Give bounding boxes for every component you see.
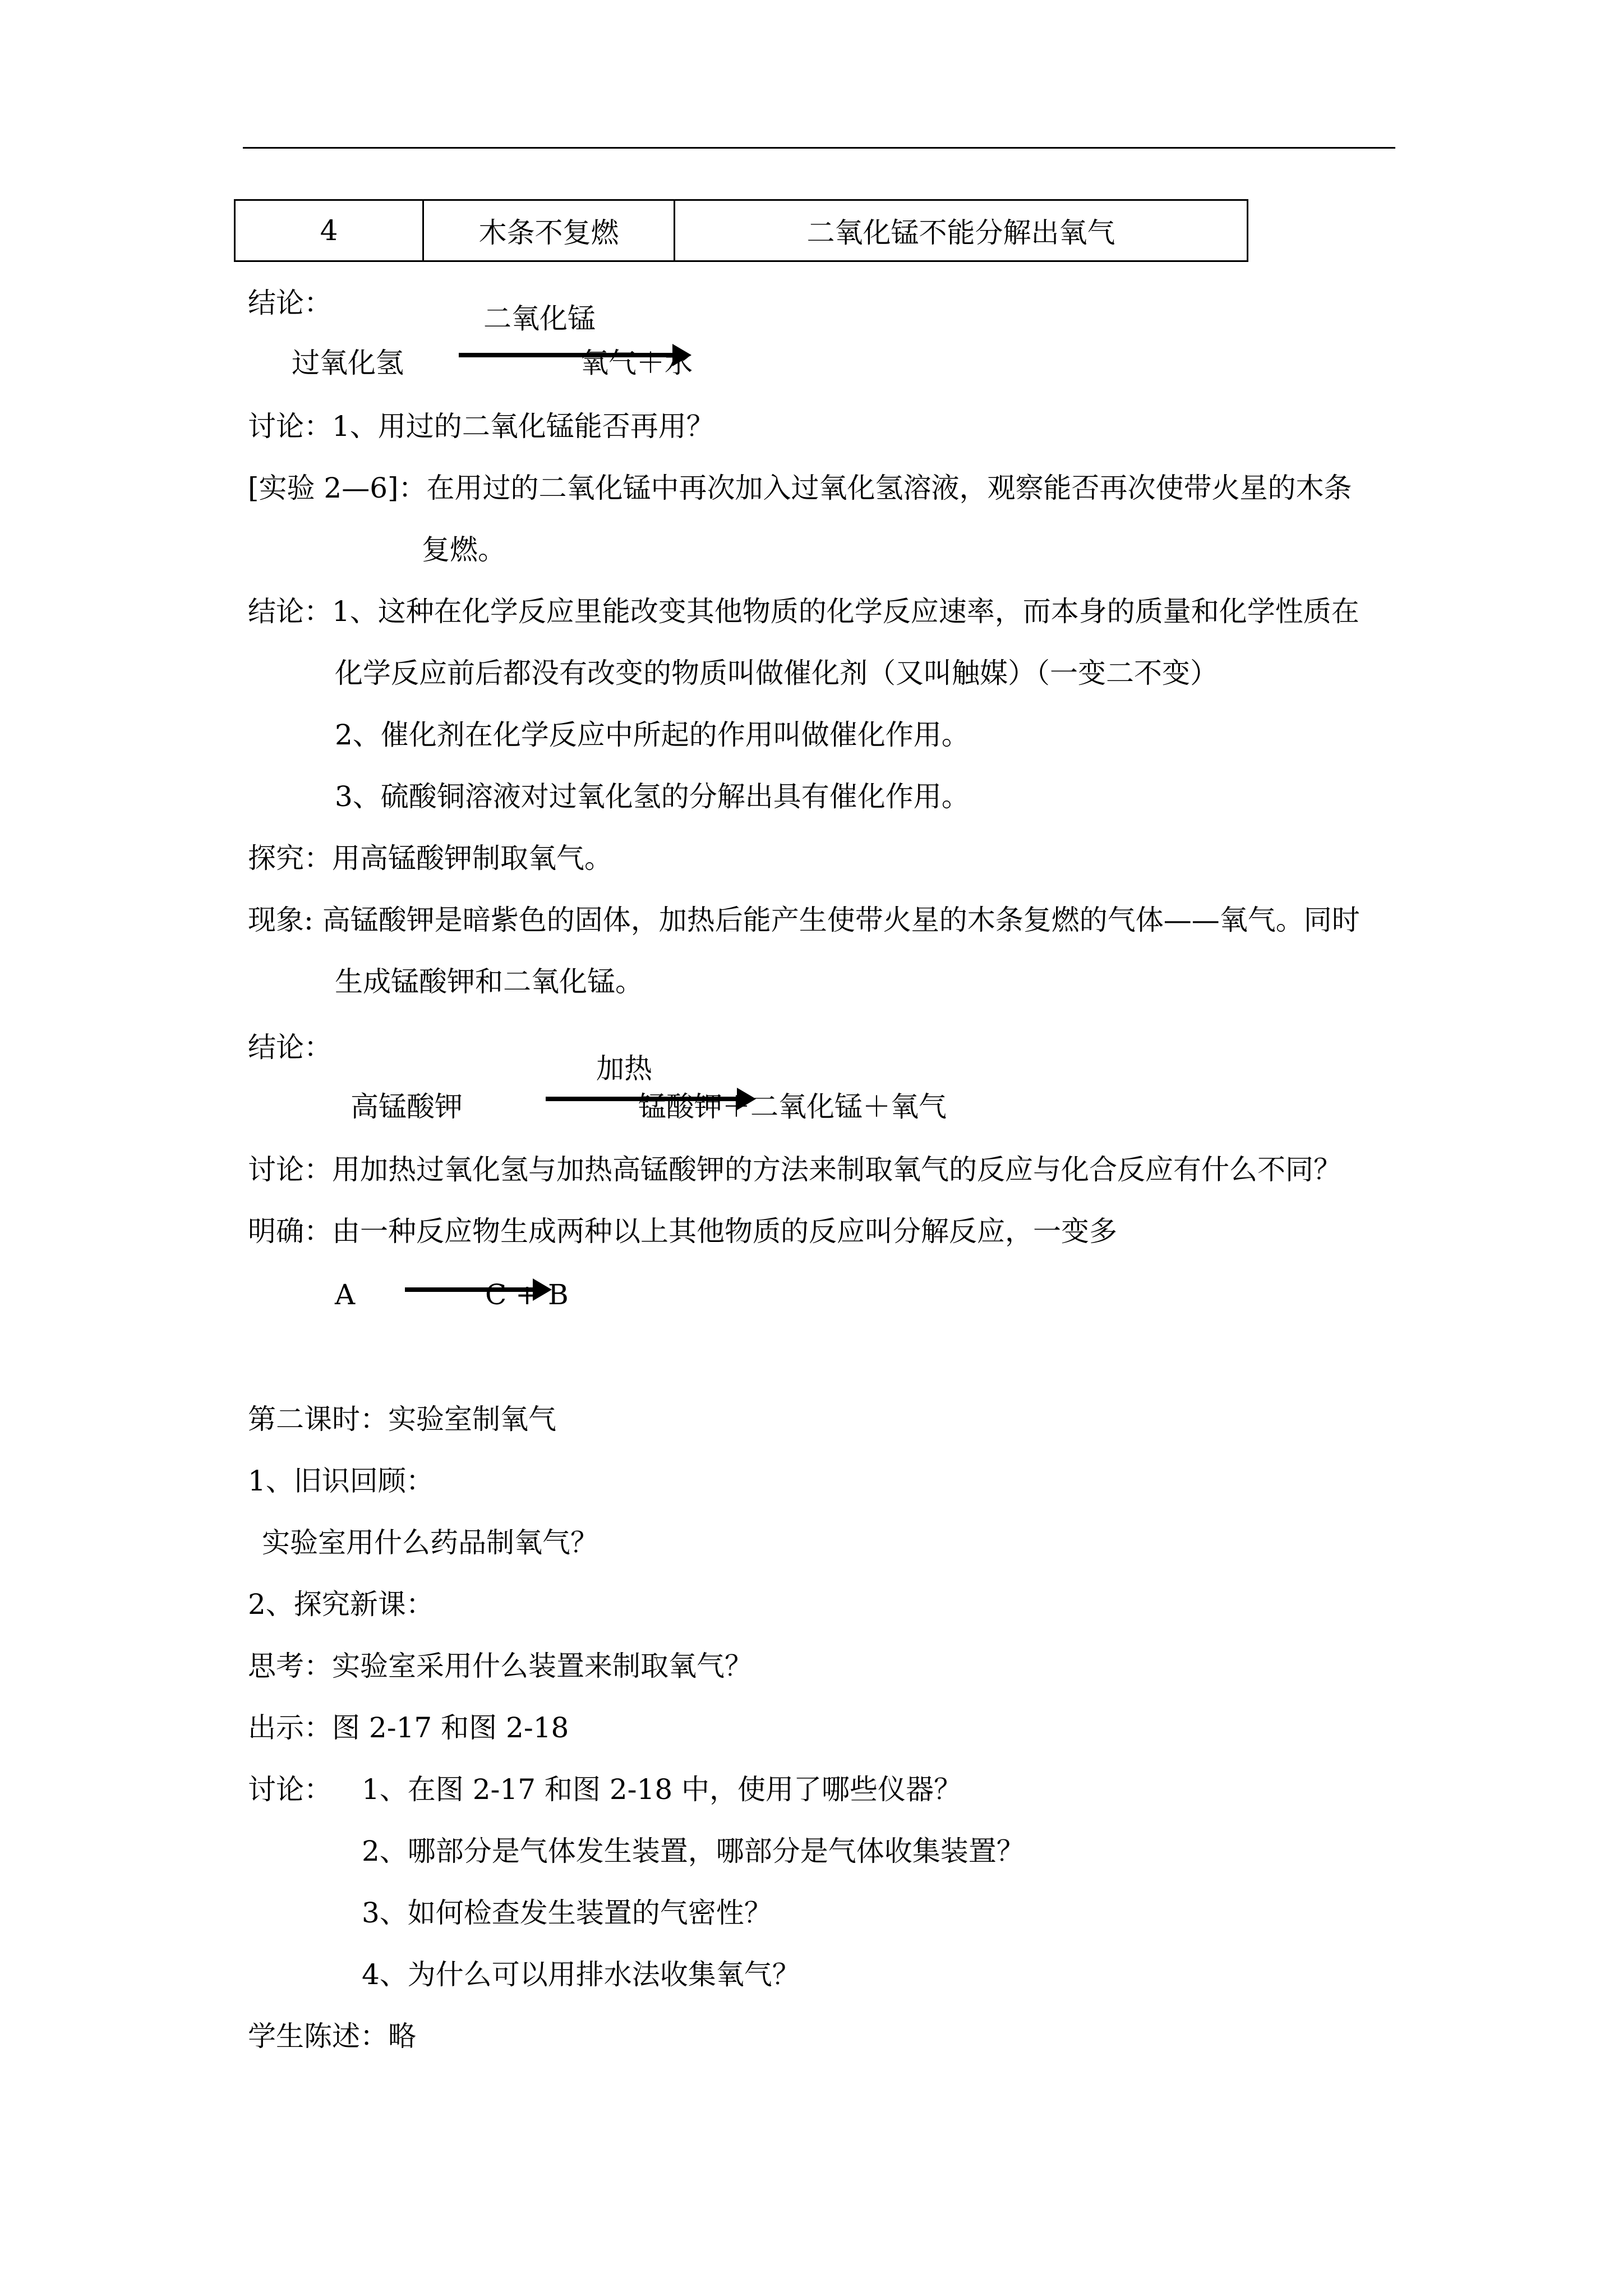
show-line: 出示：图 2-17 和图 2-18 [248,1711,569,1744]
discuss-item: 3、如何检查发生装置的气密性？ [362,1897,772,1929]
eq2-reactant: 高锰酸钾 [351,1091,463,1123]
review-heading: 1、旧识回顾： [248,1465,434,1497]
conclusion2-line4: 3、硫酸铜溶液对过氧化氢的分解出具有催化作用。 [335,780,970,813]
table-cell-num: 4 [235,200,423,261]
discuss1: 讨论：1、用过的二氧化锰能否再用？ [248,410,714,443]
discuss2: 讨论：用加热过氧化氢与加热高锰酸钾的方法来制取氧气的反应与化合反应有什么不同？ [248,1153,1341,1186]
conclusion2-line3: 2、催化剂在化学反应中所起的作用叫做催化作用。 [335,719,970,751]
table-row [235,200,1248,261]
eq1-reactant: 过氧化氢 [292,347,404,379]
student-line: 学生陈述：略 [248,2020,416,2053]
table-cell-conclusion: 二氧化锰不能分解出氧气 [675,200,1248,261]
clarify: 明确：由一种反应物生成两种以上其他物质的反应叫分解反应，一变多 [248,1215,1117,1248]
eq1-products: 氧气＋水 [580,347,693,379]
lesson2-title: 第二课时：实验室制氧气 [248,1403,556,1435]
eq2-products: 锰酸钾＋二氧化锰＋氧气 [638,1091,947,1123]
eq2-label: 结论： [248,1031,332,1064]
explore-line: 探究：用高锰酸钾制取氧气。 [248,842,612,875]
phenomenon-line1: 现象: 高锰酸钾是暗紫色的固体，加热后能产生使带火星的木条复燃的气体——氧气。同时 [248,904,1360,936]
eq1-label: 结论： [248,287,332,319]
think-line: 思考：实验室采用什么装置来制取氧气？ [248,1650,753,1682]
result-table [234,199,1248,262]
conclusion2-line1: 结论：1、这种在化学反应里能改变其他物质的化学反应速率，而本身的质量和化学性质在 [248,595,1359,628]
experiment-line2: 复燃。 [422,533,506,566]
discuss-label: 讨论： [248,1773,332,1806]
new-heading: 2、探究新课： [248,1588,434,1621]
eq1-condition: 二氧化锰 [483,302,596,335]
eq3-reactant: A [335,1278,356,1311]
phenomenon-line2: 生成锰酸钾和二氧化锰。 [335,965,643,998]
conclusion2-line2: 化学反应前后都没有改变的物质叫做催化剂（又叫触媒）（一变二不变） [335,657,1218,689]
table-cell-phenomenon: 木条不复燃 [423,200,675,261]
experiment-line1: [实验 2—6]：在用过的二氧化锰中再次加入过氧化氢溶液，观察能否再次使带火星的木条 [248,472,1352,504]
eq3-products: C + B [485,1278,569,1311]
discuss-item: 2、哪部分是气体发生装置，哪部分是气体收集装置？ [362,1835,1025,1867]
review-question: 实验室用什么药品制氧气？ [262,1526,598,1559]
discuss-item: 1、在图 2-17 和图 2-18 中，使用了哪些仪器？ [362,1773,962,1806]
discuss-item: 4、为什么可以用排水法收集氧气？ [362,1958,800,1991]
header-rule [243,147,1395,149]
eq2-condition: 加热 [596,1052,652,1085]
